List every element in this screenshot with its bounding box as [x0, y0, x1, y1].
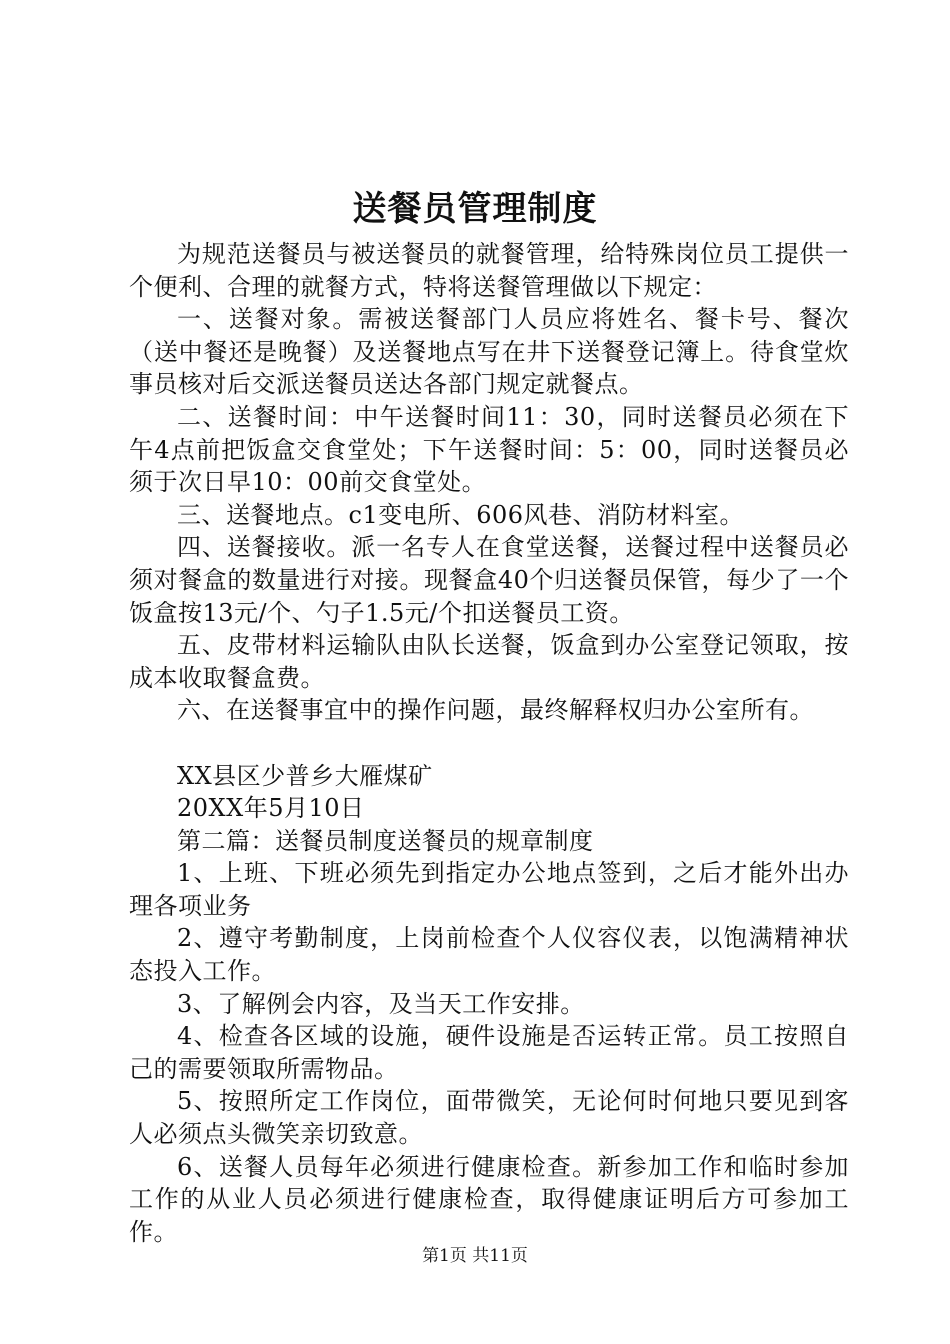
rule-paragraph-6: 六、在送餐事宜中的操作问题，最终解释权归办公室所有。 — [177, 696, 814, 725]
rule-paragraph-3: 三、送餐地点。c1变电所、606风巷、消防材料室。 — [177, 500, 745, 529]
section2-item-5: 5、按照所定工作岗位，面带微笑，无论何时何地只要见到客人必须点头微笑亲切致意。 — [129, 1087, 849, 1149]
section2-item-2: 2、遵守考勤制度，上岗前检查个人仪容仪表，以饱满精神状态投入工作。 — [129, 924, 849, 986]
signature-organization: XX县区少普乡大雁煤矿 — [177, 761, 433, 790]
page-footer: 第1页 共11页 — [422, 1246, 528, 1266]
rule-paragraph-2: 二、送餐时间：中午送餐时间11：30，同时送餐员必须在下午4点前把饭盒交食堂处；下午送餐时间：5：00，同时送餐员必须于次日早10：00前交食堂处。 — [129, 402, 849, 497]
section2-item-6: 6、送餐人员每年必须进行健康检查。新参加工作和临时参加工作的从业人员必须进行健康检查，取得健康证明后方可参加工作。 — [129, 1152, 849, 1246]
section2-item-1: 1、上班、下班必须先到指定办公地点签到，之后才能外出办理各项业务 — [129, 859, 849, 920]
blank-line — [129, 727, 849, 760]
rule-paragraph-5: 五、皮带材料运输队由队长送餐，饭盒到办公室登记领取，按成本收取餐盒费。 — [129, 631, 849, 692]
rule-paragraph-4: 四、送餐接收。派一名专人在食堂送餐，送餐过程中送餐员必须对餐盒的数量进行对接。现餐盒40个归送餐员保管，每少了一个饭盒按13元/个、勺子1.5元/个扣送餐员工资。 — [129, 533, 849, 627]
document-title: 送餐员管理制度 — [352, 189, 598, 229]
rule-paragraph-1: 一、送餐对象。需被送餐部门人员应将姓名、餐卡号、餐次（送中餐还是晚餐）及送餐地点写在井下送餐登记簿上。待食堂炊事员核对后交派送餐员送达各部门规定就餐点。 — [129, 305, 849, 399]
section2-item-4: 4、检查各区域的设施，硬件设施是否运转正常。员工按照自己的需要领取所需物品。 — [129, 1022, 849, 1083]
section2-item-3: 3、了解例会内容，及当天工作安排。 — [177, 989, 585, 1018]
signature-date: 20XX年5月10日 — [177, 794, 365, 823]
intro-paragraph: 为规范送餐员与被送餐员的就餐管理，给特殊岗位员工提供一个便利、合理的就餐方式，特将送餐管理做以下规定： — [129, 240, 849, 301]
document-body — [129, 238, 849, 1248]
section2-heading: 第二篇：送餐员制度送餐员的规章制度 — [177, 826, 594, 855]
